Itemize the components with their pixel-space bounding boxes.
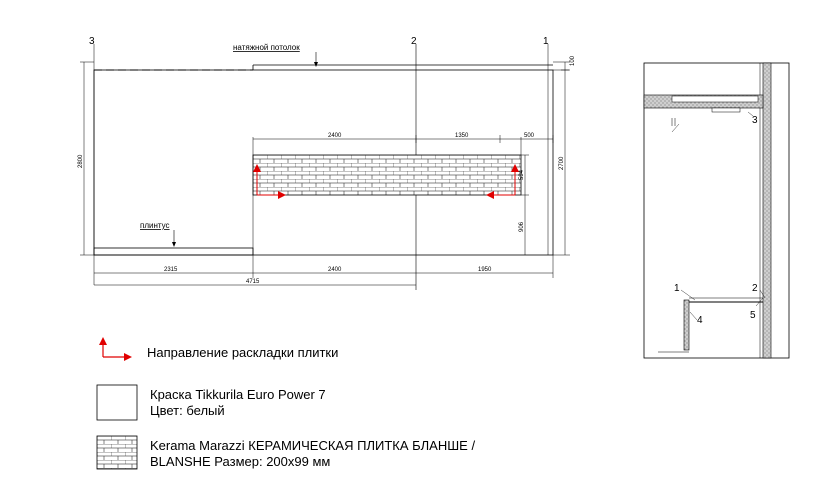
legend-direction-label: Направление раскладки плитки (147, 345, 339, 360)
legend-paint-color: Цвет: белый (150, 403, 225, 418)
legend-direction-icon (99, 337, 132, 361)
dim-left-total: 2800 (78, 154, 84, 168)
section-marker-1: 1 (674, 283, 680, 294)
dim-top-small: 100 (570, 55, 576, 66)
axis-label-1: 1 (543, 36, 549, 47)
dim-bot-3: 1950 (478, 267, 492, 273)
section-marker-4: 4 (697, 315, 703, 326)
dim-tile-w1: 2400 (328, 133, 342, 139)
section-plinth (684, 300, 689, 350)
legend-paint-name: Краска Tikkurila Euro Power 7 (150, 387, 326, 402)
dim-tile-w3: 500 (524, 133, 535, 139)
tile-area (253, 155, 521, 195)
plinth (94, 248, 253, 255)
section-marker-5: 5 (750, 310, 756, 321)
section-marker-2: 2 (752, 283, 758, 294)
dim-tile-w2: 1350 (455, 133, 469, 139)
axis-label-2: 2 (411, 36, 417, 47)
dim-right-total: 2700 (559, 156, 565, 170)
dim-bot-1: 2315 (164, 267, 178, 273)
dim-bot-total: 4715 (246, 279, 260, 285)
dim-bot-2: 2400 (328, 267, 342, 273)
axis-label-3: 3 (89, 36, 95, 47)
section-marker-3: 3 (752, 115, 758, 126)
wall-elevation (78, 36, 576, 290)
ceiling-note: натяжной потолок (233, 43, 300, 52)
legend-tile-size: BLANSHE Размер: 200х99 мм (150, 454, 331, 469)
section-wall (763, 63, 771, 358)
dim-below: 906 (519, 221, 525, 232)
legend-tile-swatch (97, 436, 137, 469)
dim-tile-h: 594 (519, 169, 525, 180)
legend-tile-name: Kerama Marazzi КЕРАМИЧЕСКАЯ ПЛИТКА БЛАНШЕ / (150, 438, 476, 453)
legend-paint-swatch (97, 385, 137, 420)
plinth-note: плинтус (140, 221, 170, 230)
section-view (644, 63, 789, 358)
